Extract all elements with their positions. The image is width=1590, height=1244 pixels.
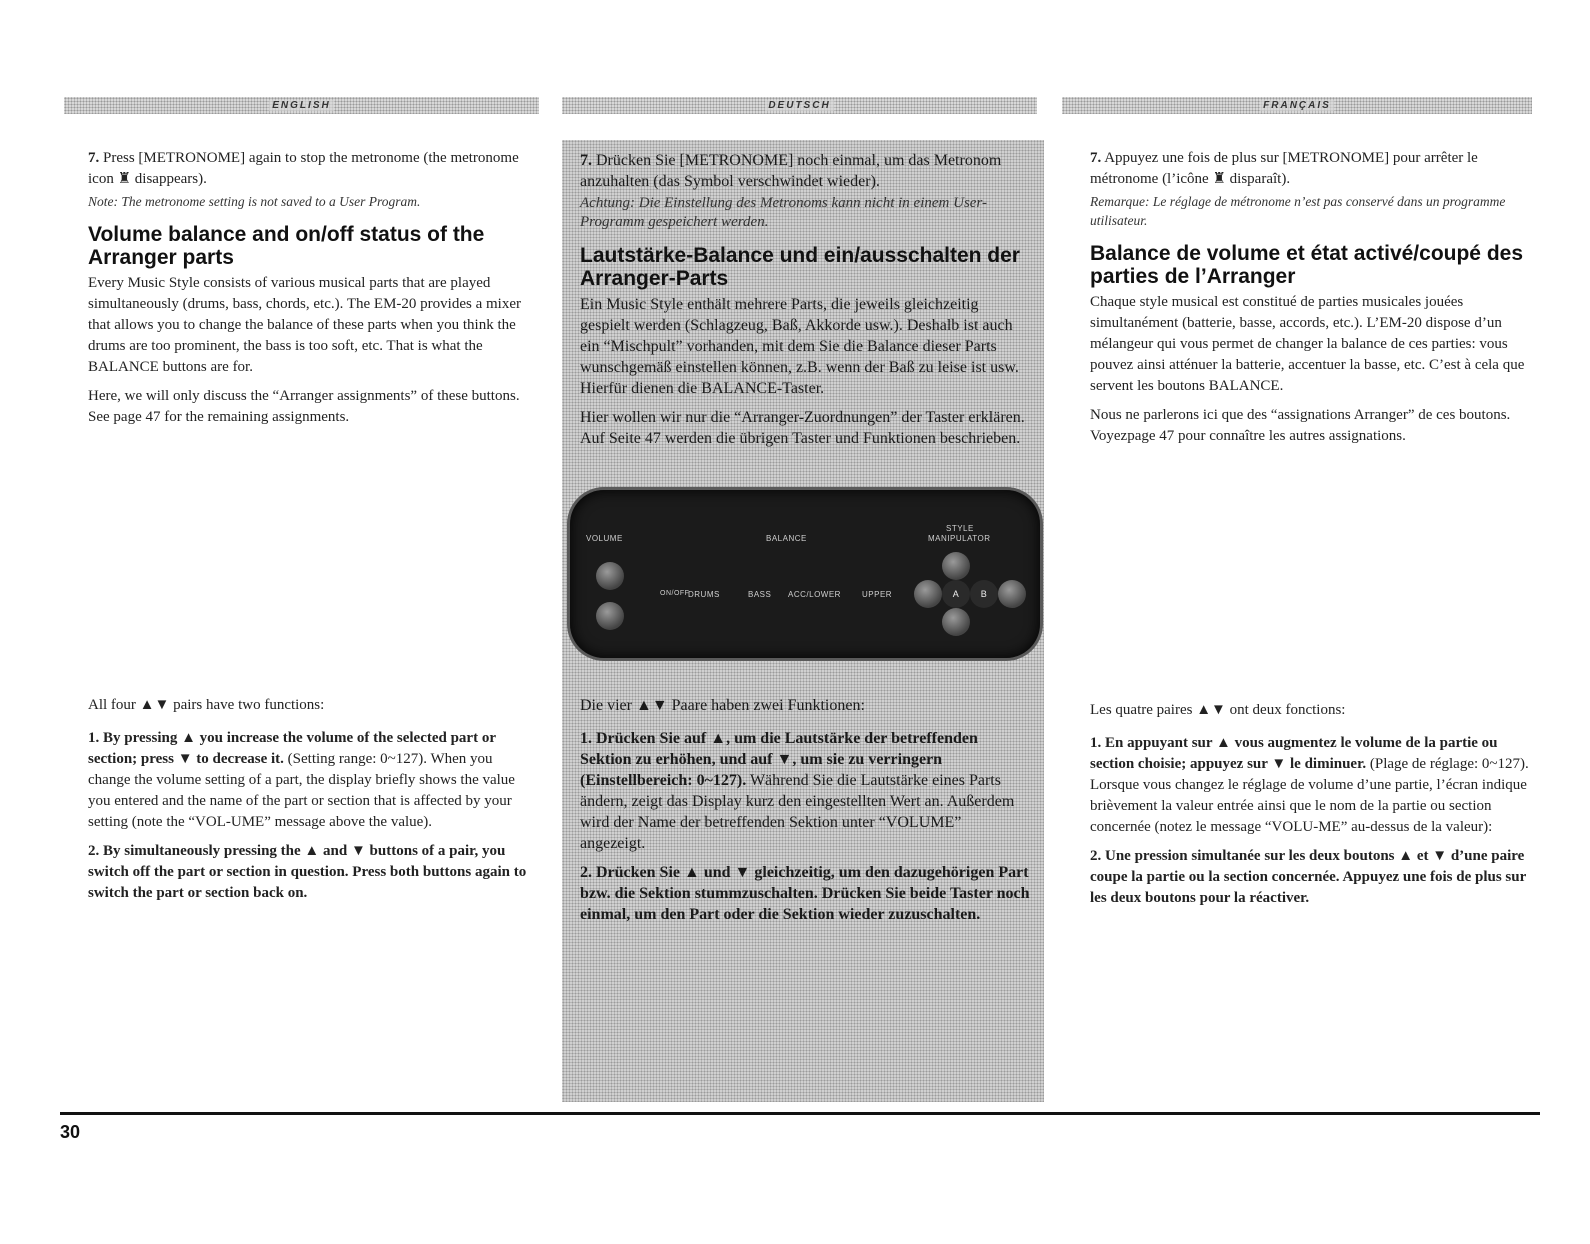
francais-pairs: Les quatre paires ▲▼ ont deux fonctions:	[1090, 702, 1346, 718]
panel-upper-label: UPPER	[862, 590, 893, 599]
panel-volume-label: VOLUME	[586, 534, 623, 543]
deutsch-heading: Lautstärke-Balance und ein/ausschalten der Arranger-Parts	[580, 244, 1020, 290]
francais-item2: 2. Une pression simultanée sur les deux boutons ▲ et ▼ d’une paire coupe la partie ou la section concernée. Appuyez une fois de plus sur les deux boutons pour la réactiver.	[1090, 848, 1526, 906]
deutsch-para1: Ein Music Style enthält mehrere Parts, die jeweils gleichzeitig gespielt werden (Schlagzeug, Baß, Akkorde usw.). Deshalb ist auch ein “Mischpult” vorhanden, mit dem Sie die Balance dieser Parts wunschgemäß einstellen können, z.B. wenn der Baß zu leise ist usw. Hierfür dienen die BALANCE-Taster.	[580, 296, 1019, 397]
english-heading: Volume balance and on/off status of the Arranger parts	[88, 223, 485, 269]
english-item1: 1. By pressing ▲ you increase the volume of the selected part or section; press ▼ to decrease it. (Setting range: 0~127). When you change the volume setting of a part, the display briefly shows the value you entered and the name of the part or section that is affected by your setting (note the “VOL-UME” message above the value).	[88, 730, 515, 830]
panel-onoff-label: ON/OFF	[660, 590, 690, 597]
english-column-bottom	[88, 695, 533, 912]
panel-bass-label: BASS	[748, 590, 772, 599]
volume-up-button[interactable]	[596, 562, 624, 590]
english-note: Note: The metronome setting is not saved to a User Program.	[88, 194, 421, 209]
english-step7: 7. Press [METRONOME] again to stop the metronome (the metronome icon ♜ disappears).	[88, 150, 519, 187]
panel-balance-label: BALANCE	[766, 534, 807, 543]
english-column-top	[88, 148, 533, 436]
francais-step7: 7. Appuyez une fois de plus sur [METRONOME] pour arrêter le métronome (l’icône ♜ disparaît).	[1090, 150, 1478, 187]
manipulator-left-button[interactable]	[914, 580, 942, 608]
francais-para1: Chaque style musical est constitué de parties musicales jouées simultanément (batterie, basse, accords, etc.). L’EM-20 dispose d’un mélangeur qui vous permet de changer la balance de ces parties: vous pouvez ainsi atténuer la batterie, accentuer la basse, etc. C’est à cela que servent les boutons BALANCE.	[1090, 294, 1525, 394]
deutsch-step7: 7. Drücken Sie [METRONOME] noch einmal, um das Metronom anzuhalten (das Symbol verschwindet wieder).	[580, 152, 1002, 190]
francais-header: FRANÇAIS	[1062, 97, 1532, 114]
panel-style-label: STYLE	[946, 524, 974, 533]
manipulator-a-button[interactable]: A	[942, 580, 970, 608]
francais-note: Remarque: Le réglage de métronome n’est pas conservé dans un programme utilisateur.	[1090, 194, 1506, 228]
francais-column-bottom	[1090, 700, 1535, 917]
manipulator-right-button[interactable]	[998, 580, 1026, 608]
metronome-icon: ♜	[1212, 171, 1226, 187]
english-header: ENGLISH	[64, 97, 539, 114]
deutsch-column-top	[580, 150, 1030, 457]
panel-drums-label: DRUMS	[688, 590, 720, 599]
deutsch-pairs: Die vier ▲▼ Paare haben zwei Funktionen:	[580, 697, 865, 714]
deutsch-note: Achtung: Die Einstellung des Metronoms kann nicht in einem User-Programm gespeichert werden.	[580, 195, 987, 230]
control-panel-illustration	[570, 490, 1040, 658]
panel-acc-lower-label: ACC/LOWER	[788, 590, 841, 599]
francais-para2: Nous ne parlerons ici que des “assignations Arranger” de ces boutons. Voyezpage 47 pour connaître les autres assignations.	[1090, 407, 1511, 444]
page-number: 30	[60, 1122, 81, 1142]
manipulator-up-button[interactable]	[942, 552, 970, 580]
metronome-icon: ♜	[117, 171, 132, 187]
footer-rule	[60, 1112, 1540, 1115]
english-para2: Here, we will only discuss the “Arranger assignments” of these buttons. See page 47 for the remaining assignments.	[88, 388, 520, 425]
manipulator-down-button[interactable]	[942, 608, 970, 636]
deutsch-item2: 2. Drücken Sie ▲ und ▼ gleichzeitig, um den dazugehörigen Part bzw. die Sektion stummzuschalten. Drücken Sie beide Taster noch einmal, um den Part oder die Sektion wieder zuzuschalten.	[580, 864, 1030, 923]
volume-down-button[interactable]	[596, 602, 624, 630]
francais-column-top	[1090, 148, 1535, 455]
panel-manipulator-label: MANIPULATOR	[928, 534, 991, 543]
english-pairs: All four ▲▼ pairs have two functions:	[88, 697, 325, 713]
deutsch-header: DEUTSCH	[562, 97, 1037, 114]
francais-item1: 1. En appuyant sur ▲ vous augmentez le volume de la partie ou section choisie; appuyez sur ▼ le diminuer. (Plage de réglage: 0~127). Lorsque vous changez le réglage de volume d’une partie, l’écran indique brièvement la valeur entrée ainsi que le nom de la partie ou section concernée (notez le message “VOLU-ME” au-dessus de la valeur):	[1090, 735, 1529, 835]
deutsch-column-bottom	[580, 695, 1030, 933]
deutsch-item1: 1. Drücken Sie auf ▲, um die Lautstärke der betreffenden Sektion zu erhöhen, und auf ▼, um sie zu verringern (Einstellbereich: 0~127). Während Sie die Lautstärke eines Parts ändern, zeigt das Display kurz den eingestellten Wert an. Außerdem wird der Name der betreffenden Sektion unter “VOLUME” angezeigt.	[580, 730, 1015, 852]
english-item2: 2. By simultaneously pressing the ▲ and ▼ buttons of a pair, you switch off the part or section in question. Press both buttons again to switch the part or section back on.	[88, 843, 527, 901]
francais-heading: Balance de volume et état activé/coupé des parties de l’Arranger	[1090, 242, 1524, 288]
manipulator-b-button[interactable]: B	[970, 580, 998, 608]
deutsch-para2: Hier wollen wir nur die “Arranger-Zuordnungen” der Taster erklären. Auf Seite 47 werden die übrigen Taster und Funktionen beschrieben.	[580, 409, 1025, 447]
english-para1: Every Music Style consists of various musical parts that are played simultaneously (drums, bass, chords, etc.). The EM-20 provides a mixer that allows you to change the balance of these parts when you think the drums are too prominent, the bass is too soft, etc. That is what the BALANCE buttons are for.	[88, 275, 521, 375]
